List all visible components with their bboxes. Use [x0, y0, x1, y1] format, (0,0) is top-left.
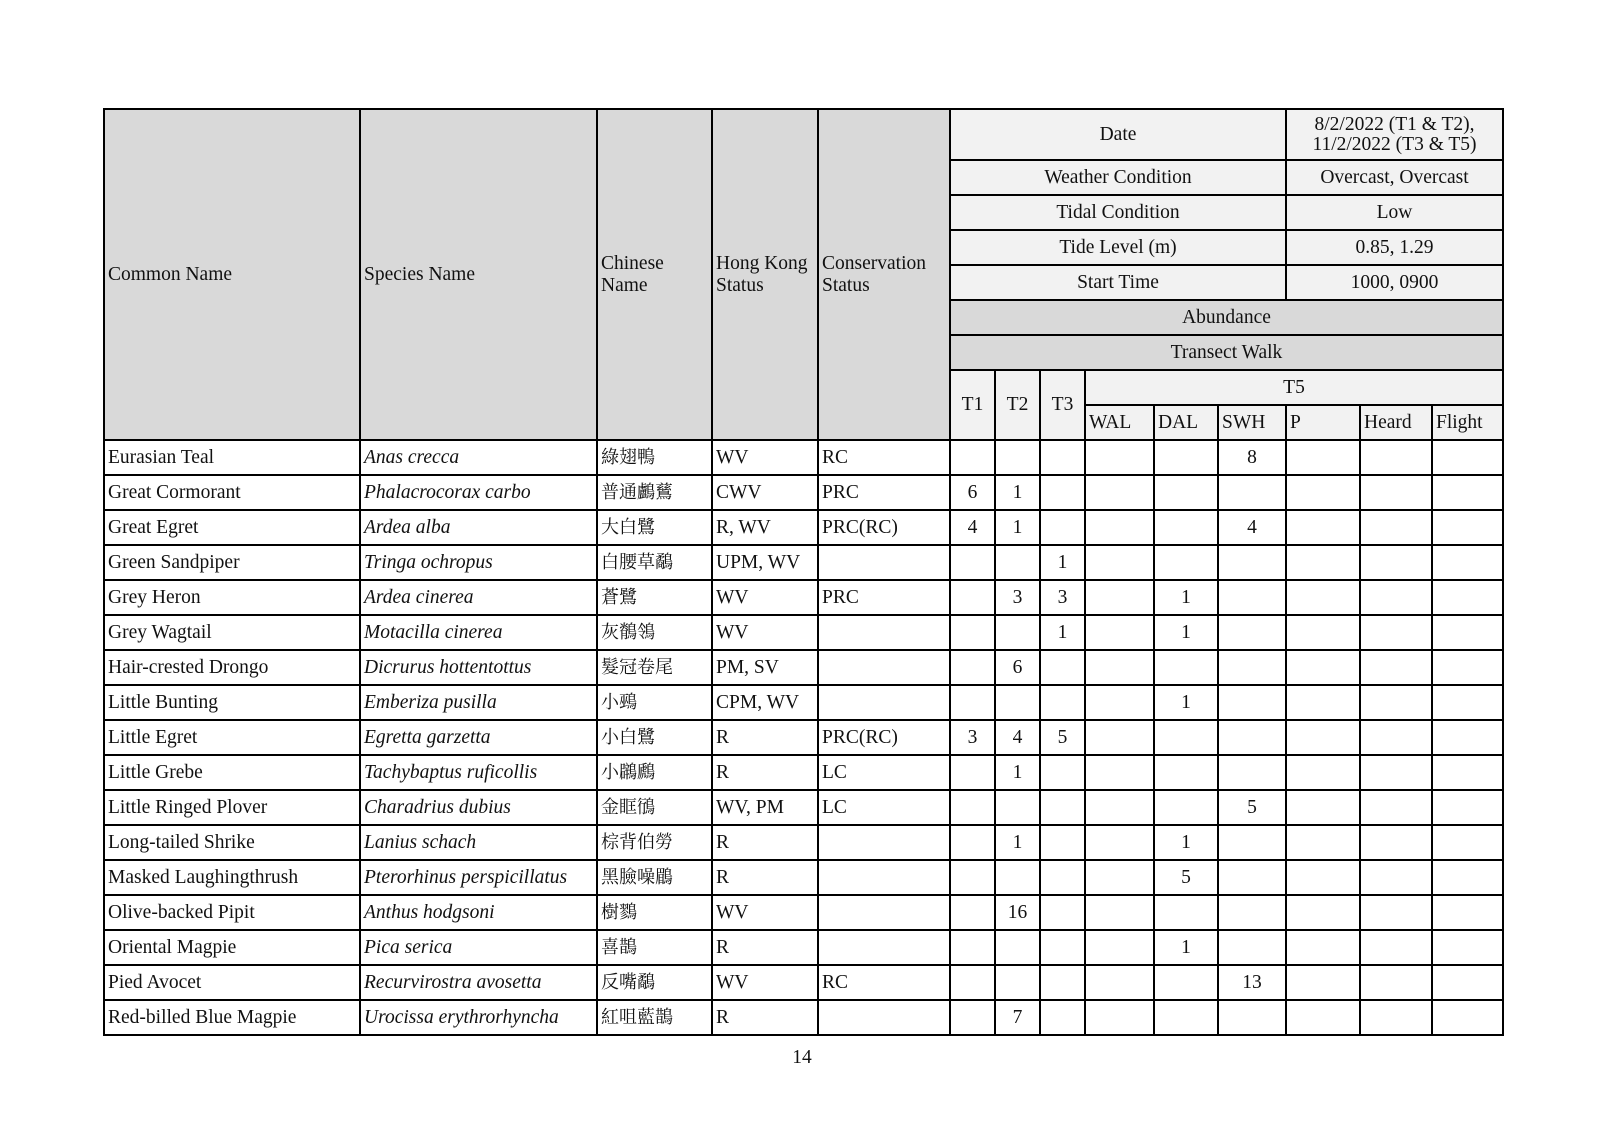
t5-p-count-cell: [1286, 930, 1360, 965]
conservation-status-cell: [818, 930, 950, 965]
common-name-cell: Little Bunting: [104, 685, 360, 720]
bird-survey-table: [103, 108, 1504, 1036]
common-name-cell: Eurasian Teal: [104, 440, 360, 475]
conservation-status-cell: [818, 650, 950, 685]
t1-count-cell: [950, 685, 995, 720]
table-row: [104, 510, 1503, 545]
table-row: [104, 650, 1503, 685]
t5-dal-count-cell: 1: [1154, 615, 1218, 650]
t5-flight-count-cell: [1432, 510, 1503, 545]
t5-wal-count-cell: [1085, 440, 1154, 475]
t5-heard-count-cell: [1360, 475, 1432, 510]
table-row: [104, 755, 1503, 790]
transect-walk-label: Transect Walk: [950, 335, 1503, 370]
t3-count-cell: [1040, 930, 1085, 965]
chinese-name-cell: 髮冠卷尾: [597, 650, 712, 685]
t5-flight-count-cell: [1432, 1000, 1503, 1035]
species-name-cell: Lanius schach: [360, 825, 597, 860]
abundance-label: Abundance: [950, 300, 1503, 335]
chinese-name-cell: 樹鷚: [597, 895, 712, 930]
t5-wal-count-cell: [1085, 965, 1154, 1000]
tide-level-label: Tide Level (m): [950, 230, 1286, 265]
header-conservation-status: Conservation Status: [818, 109, 950, 440]
t5-p-count-cell: [1286, 580, 1360, 615]
conservation-status-cell: LC: [818, 790, 950, 825]
t3-count-cell: 1: [1040, 545, 1085, 580]
t1-count-cell: [950, 545, 995, 580]
table-row: [104, 685, 1503, 720]
t5-flight-count-cell: [1432, 965, 1503, 1000]
t5-wal-count-cell: [1085, 1000, 1154, 1035]
t1-count-cell: 4: [950, 510, 995, 545]
t2-count-cell: 1: [995, 825, 1040, 860]
t5-dal-count-cell: [1154, 895, 1218, 930]
t1-count-cell: [950, 895, 995, 930]
start-time-label: Start Time: [950, 265, 1286, 300]
t5-wal-count-cell: [1085, 685, 1154, 720]
t5-p-count-cell: [1286, 545, 1360, 580]
header-t5: T5: [1085, 370, 1503, 405]
hk-status-cell: R: [712, 860, 818, 895]
species-rows: [104, 440, 1503, 1035]
t2-count-cell: 7: [995, 1000, 1040, 1035]
t5-wal-count-cell: [1085, 790, 1154, 825]
species-name-cell: Pterorhinus perspicillatus: [360, 860, 597, 895]
table-row: [104, 965, 1503, 1000]
t5-heard-count-cell: [1360, 790, 1432, 825]
weather-label: Weather Condition: [950, 160, 1286, 195]
hk-status-cell: R: [712, 1000, 818, 1035]
t5-heard-count-cell: [1360, 930, 1432, 965]
chinese-name-cell: 黑臉噪鶥: [597, 860, 712, 895]
t5-swh-count-cell: [1218, 1000, 1286, 1035]
table-row: [104, 895, 1503, 930]
t5-p-count-cell: [1286, 615, 1360, 650]
t1-count-cell: [950, 615, 995, 650]
header-t2: T2: [995, 370, 1040, 440]
species-name-cell: Ardea cinerea: [360, 580, 597, 615]
date-value: 8/2/2022 (T1 & T2), 11/2/2022 (T3 & T5): [1286, 109, 1503, 160]
t5-flight-count-cell: [1432, 580, 1503, 615]
hk-status-cell: R: [712, 720, 818, 755]
t5-dal-count-cell: [1154, 1000, 1218, 1035]
conservation-status-cell: RC: [818, 440, 950, 475]
hk-status-cell: PM, SV: [712, 650, 818, 685]
hk-status-cell: WV, PM: [712, 790, 818, 825]
chinese-name-cell: 白腰草鷸: [597, 545, 712, 580]
t5-heard-count-cell: [1360, 650, 1432, 685]
t5-swh-count-cell: [1218, 545, 1286, 580]
t5-p-count-cell: [1286, 790, 1360, 825]
species-name-cell: Motacilla cinerea: [360, 615, 597, 650]
t5-p-count-cell: [1286, 510, 1360, 545]
common-name-cell: Olive-backed Pipit: [104, 895, 360, 930]
t5-swh-count-cell: [1218, 895, 1286, 930]
table-row: [104, 720, 1503, 755]
table-row: [104, 615, 1503, 650]
t5-wal-count-cell: [1085, 895, 1154, 930]
common-name-cell: Grey Heron: [104, 580, 360, 615]
t3-count-cell: [1040, 440, 1085, 475]
t5-swh-count-cell: 4: [1218, 510, 1286, 545]
t5-p-count-cell: [1286, 965, 1360, 1000]
chinese-name-cell: 棕背伯勞: [597, 825, 712, 860]
t5-p-count-cell: [1286, 475, 1360, 510]
table-row: [104, 790, 1503, 825]
t5-swh-count-cell: 13: [1218, 965, 1286, 1000]
tidal-label: Tidal Condition: [950, 195, 1286, 230]
t2-count-cell: 4: [995, 720, 1040, 755]
table-row: [104, 1000, 1503, 1035]
t1-count-cell: 6: [950, 475, 995, 510]
t5-dal-count-cell: [1154, 510, 1218, 545]
t2-count-cell: 1: [995, 475, 1040, 510]
t5-heard-count-cell: [1360, 685, 1432, 720]
t5-dal-count-cell: [1154, 755, 1218, 790]
t5-p-count-cell: [1286, 1000, 1360, 1035]
t5-flight-count-cell: [1432, 825, 1503, 860]
species-name-cell: Anthus hodgsoni: [360, 895, 597, 930]
t3-count-cell: [1040, 1000, 1085, 1035]
t5-wal-count-cell: [1085, 580, 1154, 615]
t2-count-cell: [995, 545, 1040, 580]
t5-dal-count-cell: 1: [1154, 930, 1218, 965]
t2-count-cell: [995, 965, 1040, 1000]
t3-count-cell: [1040, 650, 1085, 685]
header-t5-flight: Flight: [1432, 405, 1503, 440]
hk-status-cell: R: [712, 825, 818, 860]
hk-status-cell: WV: [712, 895, 818, 930]
hk-status-cell: CPM, WV: [712, 685, 818, 720]
t3-count-cell: [1040, 755, 1085, 790]
t5-wal-count-cell: [1085, 755, 1154, 790]
table-row: [104, 545, 1503, 580]
t3-count-cell: [1040, 790, 1085, 825]
chinese-name-cell: 喜鵲: [597, 930, 712, 965]
t2-count-cell: [995, 790, 1040, 825]
t5-dal-count-cell: 1: [1154, 580, 1218, 615]
t3-count-cell: [1040, 860, 1085, 895]
t1-count-cell: [950, 965, 995, 1000]
t5-flight-count-cell: [1432, 615, 1503, 650]
t1-count-cell: [950, 650, 995, 685]
tidal-value: Low: [1286, 195, 1503, 230]
table-row: [104, 440, 1503, 475]
t5-flight-count-cell: [1432, 650, 1503, 685]
t1-count-cell: [950, 825, 995, 860]
hk-status-cell: R: [712, 930, 818, 965]
t5-flight-count-cell: [1432, 930, 1503, 965]
t5-flight-count-cell: [1432, 685, 1503, 720]
t2-count-cell: 3: [995, 580, 1040, 615]
t5-flight-count-cell: [1432, 720, 1503, 755]
hk-status-cell: WV: [712, 615, 818, 650]
common-name-cell: Pied Avocet: [104, 965, 360, 1000]
t5-heard-count-cell: [1360, 720, 1432, 755]
t5-dal-count-cell: [1154, 965, 1218, 1000]
conservation-status-cell: [818, 860, 950, 895]
t2-count-cell: 16: [995, 895, 1040, 930]
header-t5-wal: WAL: [1085, 405, 1154, 440]
t5-wal-count-cell: [1085, 545, 1154, 580]
t5-p-count-cell: [1286, 685, 1360, 720]
species-name-cell: Tringa ochropus: [360, 545, 597, 580]
t3-count-cell: [1040, 685, 1085, 720]
chinese-name-cell: 小鸊鷉: [597, 755, 712, 790]
t2-count-cell: 6: [995, 650, 1040, 685]
t3-count-cell: 1: [1040, 615, 1085, 650]
t3-count-cell: 3: [1040, 580, 1085, 615]
common-name-cell: Red-billed Blue Magpie: [104, 1000, 360, 1035]
t5-dal-count-cell: [1154, 790, 1218, 825]
weather-value: Overcast, Overcast: [1286, 160, 1503, 195]
t5-heard-count-cell: [1360, 510, 1432, 545]
t3-count-cell: 5: [1040, 720, 1085, 755]
header-hk-status: Hong Kong Status: [712, 109, 818, 440]
t1-count-cell: [950, 930, 995, 965]
t5-p-count-cell: [1286, 720, 1360, 755]
t5-flight-count-cell: [1432, 440, 1503, 475]
t3-count-cell: [1040, 475, 1085, 510]
t5-p-count-cell: [1286, 825, 1360, 860]
hk-status-cell: R, WV: [712, 510, 818, 545]
conservation-status-cell: [818, 825, 950, 860]
t1-count-cell: [950, 440, 995, 475]
common-name-cell: Oriental Magpie: [104, 930, 360, 965]
t5-swh-count-cell: [1218, 825, 1286, 860]
t5-heard-count-cell: [1360, 895, 1432, 930]
t5-heard-count-cell: [1360, 615, 1432, 650]
tide-level-value: 0.85, 1.29: [1286, 230, 1503, 265]
t5-swh-count-cell: [1218, 475, 1286, 510]
t5-heard-count-cell: [1360, 860, 1432, 895]
chinese-name-cell: 小鵐: [597, 685, 712, 720]
species-name-cell: Ardea alba: [360, 510, 597, 545]
t5-heard-count-cell: [1360, 545, 1432, 580]
date-label: Date: [950, 109, 1286, 160]
t5-swh-count-cell: [1218, 755, 1286, 790]
t1-count-cell: 3: [950, 720, 995, 755]
chinese-name-cell: 紅咀藍鵲: [597, 1000, 712, 1035]
t5-wal-count-cell: [1085, 650, 1154, 685]
t5-wal-count-cell: [1085, 475, 1154, 510]
t5-dal-count-cell: [1154, 545, 1218, 580]
species-name-cell: Tachybaptus ruficollis: [360, 755, 597, 790]
species-name-cell: Charadrius dubius: [360, 790, 597, 825]
t3-count-cell: [1040, 895, 1085, 930]
chinese-name-cell: 反嘴鷸: [597, 965, 712, 1000]
table-row: [104, 930, 1503, 965]
t3-count-cell: [1040, 965, 1085, 1000]
conservation-status-cell: [818, 545, 950, 580]
t5-heard-count-cell: [1360, 1000, 1432, 1035]
conservation-status-cell: PRC(RC): [818, 510, 950, 545]
species-name-cell: Anas crecca: [360, 440, 597, 475]
header-t5-heard: Heard: [1360, 405, 1432, 440]
t5-heard-count-cell: [1360, 755, 1432, 790]
t5-wal-count-cell: [1085, 825, 1154, 860]
conservation-status-cell: [818, 685, 950, 720]
t1-count-cell: [950, 860, 995, 895]
chinese-name-cell: 大白鷺: [597, 510, 712, 545]
t1-count-cell: [950, 1000, 995, 1035]
header-t1: T1: [950, 370, 995, 440]
hk-status-cell: WV: [712, 965, 818, 1000]
chinese-name-cell: 蒼鷺: [597, 580, 712, 615]
species-name-cell: Urocissa erythrorhyncha: [360, 1000, 597, 1035]
common-name-cell: Long-tailed Shrike: [104, 825, 360, 860]
common-name-cell: Hair-crested Drongo: [104, 650, 360, 685]
t5-wal-count-cell: [1085, 720, 1154, 755]
table-row: [104, 825, 1503, 860]
t5-dal-count-cell: [1154, 650, 1218, 685]
t5-heard-count-cell: [1360, 825, 1432, 860]
hk-status-cell: WV: [712, 580, 818, 615]
t5-dal-count-cell: [1154, 720, 1218, 755]
species-name-cell: Recurvirostra avosetta: [360, 965, 597, 1000]
t2-count-cell: [995, 860, 1040, 895]
t5-swh-count-cell: [1218, 860, 1286, 895]
t5-flight-count-cell: [1432, 790, 1503, 825]
t5-swh-count-cell: 8: [1218, 440, 1286, 475]
start-time-value: 1000, 0900: [1286, 265, 1503, 300]
hk-status-cell: UPM, WV: [712, 545, 818, 580]
table-row: [104, 580, 1503, 615]
conservation-status-cell: RC: [818, 965, 950, 1000]
t5-flight-count-cell: [1432, 755, 1503, 790]
t3-count-cell: [1040, 825, 1085, 860]
t2-count-cell: [995, 685, 1040, 720]
t1-count-cell: [950, 755, 995, 790]
chinese-name-cell: 綠翅鴨: [597, 440, 712, 475]
header-species-name: Species Name: [360, 109, 597, 440]
t5-wal-count-cell: [1085, 930, 1154, 965]
t2-count-cell: 1: [995, 510, 1040, 545]
species-name-cell: Dicrurus hottentottus: [360, 650, 597, 685]
t2-count-cell: [995, 615, 1040, 650]
hk-status-cell: CWV: [712, 475, 818, 510]
common-name-cell: Green Sandpiper: [104, 545, 360, 580]
t5-swh-count-cell: [1218, 685, 1286, 720]
header-chinese-name: Chinese Name: [597, 109, 712, 440]
t5-p-count-cell: [1286, 895, 1360, 930]
t5-heard-count-cell: [1360, 580, 1432, 615]
header-common-name: Common Name: [104, 109, 360, 440]
common-name-cell: Great Cormorant: [104, 475, 360, 510]
t5-swh-count-cell: 5: [1218, 790, 1286, 825]
t5-wal-count-cell: [1085, 615, 1154, 650]
chinese-name-cell: 灰鶺鴒: [597, 615, 712, 650]
common-name-cell: Little Grebe: [104, 755, 360, 790]
t5-flight-count-cell: [1432, 860, 1503, 895]
table-row: [104, 475, 1503, 510]
t5-swh-count-cell: [1218, 720, 1286, 755]
chinese-name-cell: 普通鸕鶿: [597, 475, 712, 510]
header-t5-dal: DAL: [1154, 405, 1218, 440]
t5-dal-count-cell: 1: [1154, 685, 1218, 720]
common-name-cell: Masked Laughingthrush: [104, 860, 360, 895]
t5-flight-count-cell: [1432, 895, 1503, 930]
t5-p-count-cell: [1286, 650, 1360, 685]
t5-swh-count-cell: [1218, 615, 1286, 650]
t5-heard-count-cell: [1360, 965, 1432, 1000]
t5-p-count-cell: [1286, 755, 1360, 790]
conservation-status-cell: LC: [818, 755, 950, 790]
t5-wal-count-cell: [1085, 860, 1154, 895]
header-t5-swh: SWH: [1218, 405, 1286, 440]
t5-p-count-cell: [1286, 440, 1360, 475]
t5-p-count-cell: [1286, 860, 1360, 895]
conservation-status-cell: [818, 1000, 950, 1035]
t5-dal-count-cell: 1: [1154, 825, 1218, 860]
conservation-status-cell: PRC: [818, 475, 950, 510]
species-name-cell: Egretta garzetta: [360, 720, 597, 755]
t5-heard-count-cell: [1360, 440, 1432, 475]
hk-status-cell: WV: [712, 440, 818, 475]
header-t3: T3: [1040, 370, 1085, 440]
t5-dal-count-cell: [1154, 440, 1218, 475]
conservation-status-cell: PRC: [818, 580, 950, 615]
t5-dal-count-cell: 5: [1154, 860, 1218, 895]
common-name-cell: Grey Wagtail: [104, 615, 360, 650]
t5-dal-count-cell: [1154, 475, 1218, 510]
t2-count-cell: [995, 930, 1040, 965]
species-name-cell: Phalacrocorax carbo: [360, 475, 597, 510]
common-name-cell: Little Egret: [104, 720, 360, 755]
species-name-cell: Pica serica: [360, 930, 597, 965]
t2-count-cell: [995, 440, 1040, 475]
common-name-cell: Great Egret: [104, 510, 360, 545]
header-t5-p: P: [1286, 405, 1360, 440]
hk-status-cell: R: [712, 755, 818, 790]
t5-swh-count-cell: [1218, 930, 1286, 965]
table-row: [104, 860, 1503, 895]
t5-wal-count-cell: [1085, 510, 1154, 545]
t1-count-cell: [950, 790, 995, 825]
conservation-status-cell: [818, 895, 950, 930]
chinese-name-cell: 金眶鴴: [597, 790, 712, 825]
t5-swh-count-cell: [1218, 650, 1286, 685]
t1-count-cell: [950, 580, 995, 615]
t5-swh-count-cell: [1218, 580, 1286, 615]
page-number: 14: [792, 1047, 812, 1068]
conservation-status-cell: [818, 615, 950, 650]
t5-flight-count-cell: [1432, 475, 1503, 510]
common-name-cell: Little Ringed Plover: [104, 790, 360, 825]
chinese-name-cell: 小白鷺: [597, 720, 712, 755]
species-name-cell: Emberiza pusilla: [360, 685, 597, 720]
t2-count-cell: 1: [995, 755, 1040, 790]
t5-flight-count-cell: [1432, 545, 1503, 580]
conservation-status-cell: PRC(RC): [818, 720, 950, 755]
t3-count-cell: [1040, 510, 1085, 545]
